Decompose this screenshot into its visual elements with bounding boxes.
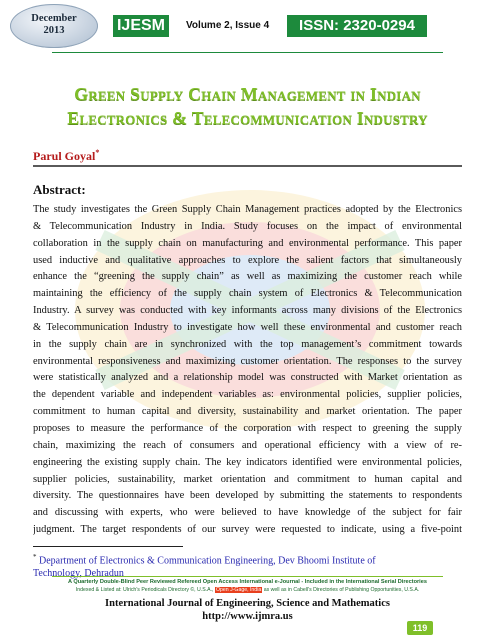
volume-issue: Volume 2, Issue 4 <box>186 20 270 31</box>
footer-divider <box>52 576 443 577</box>
issue-date-badge <box>10 4 98 48</box>
abstract-line: enhance the “greening the supply chain” as well as maximizing the customer reach while <box>33 271 462 283</box>
abstract-line: commitment to human capital and diversity, sustainability and market orientation. The paper <box>33 406 462 418</box>
abstract-line: maintaining the efficiency of the supply chain system of Electronics & Telecommunication <box>33 288 462 300</box>
footer-journal-description: A Quarterly Double-Blind Peer Reviewed Refereed Open Access International e-Journal - Included in the International Serial Directories <box>68 579 427 585</box>
footer-indexing <box>0 587 495 593</box>
abstract-body <box>33 202 462 539</box>
abstract-line: The study investigates the Green Supply Chain Management practices adopted by the Electronics <box>33 204 462 215</box>
abstract-line: were statistically analyzed and a relationship model was constructed with Market orientation as <box>33 372 462 384</box>
header-divider <box>52 52 443 53</box>
abstract-line: & Telecommunication Industry to investigate how well these environmental and customer reach <box>33 321 462 333</box>
author-footnote-mark: * <box>95 148 100 157</box>
article-title-line-2: Electronics & Telecommunication Industry <box>67 108 428 128</box>
page-number-badge: 119 <box>407 621 433 635</box>
abstract-line: diversity. The questionnaires have been developed by submitting the statements to respondents <box>33 490 462 502</box>
footer-url-link[interactable]: http://www.ijmra.us <box>202 611 293 622</box>
article-title <box>30 82 465 130</box>
abstract-line: chain, maximizing the reach of consumers and operational efficiency with a view of re- <box>33 439 462 451</box>
author-divider <box>33 165 462 167</box>
footnote-affiliation-line-2: Technology, Dehradun <box>33 568 124 580</box>
issn-label: ISSN: 2320-0294 <box>287 15 427 37</box>
abstract-line: engineering the existing supply chain. The key indicators identified were environmental policies, <box>33 456 462 468</box>
abstract-line: Industry. A survey was conducted with key informants across many divisions of the Electronics <box>33 305 462 317</box>
issue-year: 2013 <box>43 25 65 36</box>
abstract-heading: Abstract: <box>33 182 86 197</box>
footer-indexing-a: Indexed & Listed at: Ulrich's Periodicals Directory ©, U.S.A., <box>75 587 214 593</box>
author-name-text: Parul Goyal <box>33 149 96 163</box>
footer-indexing-b: as well as in Cabell's Directories of Publishing Opportunities, U.S.A. <box>263 587 420 593</box>
journal-abbreviation: IJESM <box>113 15 169 37</box>
abstract-line: in the supply chain are in synchronized with the top management’s commitment towards <box>33 338 462 350</box>
abstract-line: used inductive and qualitative approaches to explore the salient factors that simultaneously <box>33 254 462 266</box>
footnote-divider <box>33 546 183 547</box>
abstract-line: supplier policies, sustainability, market orientation and commitment to human capital and <box>33 473 462 485</box>
footer-journal-name: International Journal of Engineering, Science and Mathematics <box>105 598 390 609</box>
author-name <box>33 148 99 164</box>
article-title-line-1: Green Supply Chain Management in Indian <box>74 84 421 104</box>
footnote-mark: * <box>33 553 37 561</box>
issue-month: December <box>31 13 77 24</box>
abstract-line: proposes to measure the performance of the corporation with respect to greening the supply <box>33 422 462 434</box>
footnote-affiliation-line-1: Department of Electronics & Communication Engineering, Dev Bhoomi Institute of <box>39 555 376 567</box>
abstract-line: the dependent variable and independent variables as: environmental policies, supplier policies, <box>33 389 462 401</box>
abstract-line: & Telecommunication Industry in India. Study focuses on the impact of environmental <box>33 220 462 232</box>
footer-indexing-highlight: Open J-Gage, India <box>215 587 262 593</box>
abstract-line: environmental responsiveness and maximizing customer orientation. The responses to the survey <box>33 355 462 367</box>
abstract-line: and discussing with experts, who were believed to have knowledge of the subject for fair <box>33 507 462 519</box>
abstract-line: collaboration in the supply chain on manufacturing and environmental performance. This paper <box>33 237 462 249</box>
abstract-line: judgment. The target respondents of our survey were requested to indicate, using a five-point <box>33 524 462 536</box>
